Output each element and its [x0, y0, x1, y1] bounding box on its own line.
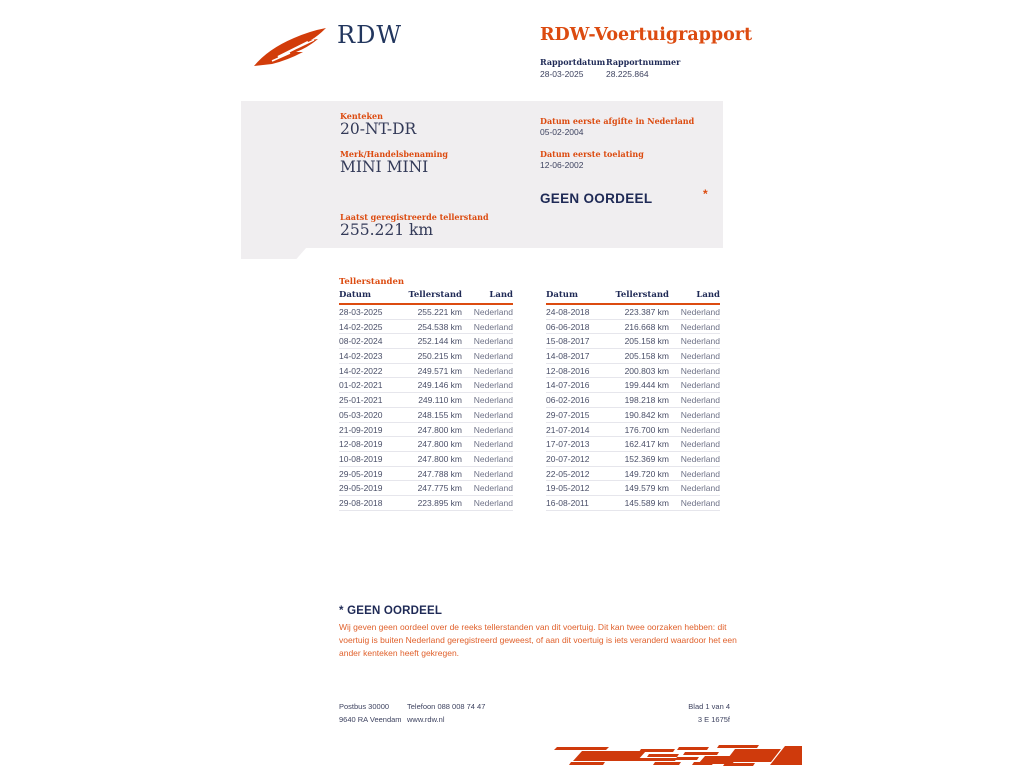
table-cell: 10-08-2019: [339, 453, 383, 464]
table-cell: Nederland: [680, 351, 720, 362]
table-row: [546, 481, 720, 496]
table-cell: 14-02-2023: [339, 351, 383, 362]
table-cell: 149.579 km: [624, 483, 669, 494]
table-cell: 29-05-2019: [339, 468, 383, 479]
table-row: [339, 467, 513, 482]
table-cell: Nederland: [473, 365, 513, 376]
table-row: [546, 437, 720, 452]
table-cell: Nederland: [473, 336, 513, 347]
table-cell: 254.538 km: [417, 321, 462, 332]
table-cell: Nederland: [473, 321, 513, 332]
table-row: [339, 334, 513, 349]
table-row: [339, 452, 513, 467]
table-cell: 255.221 km: [417, 307, 462, 317]
table-row: [339, 496, 513, 511]
table-cell: 250.215 km: [417, 351, 462, 362]
footer-address-line1: Postbus 30000: [339, 702, 390, 711]
eerste-toelating-label: Datum eerste toelating: [540, 149, 644, 159]
table-cell: 29-07-2015: [546, 409, 590, 420]
col-land: Land: [696, 290, 720, 300]
table-cell: 12-08-2016: [546, 365, 590, 376]
table-row: [339, 437, 513, 452]
table-row: [339, 393, 513, 408]
table-row: [546, 364, 720, 379]
col-datum: Datum: [546, 290, 578, 300]
report-date-value: 28-03-2025: [540, 69, 584, 79]
table-cell: 199.444 km: [624, 380, 669, 391]
table-cell: 176.700 km: [624, 424, 669, 435]
table-cell: 223.387 km: [624, 307, 669, 317]
table-cell: Nederland: [680, 307, 720, 317]
table-cell: 21-07-2014: [546, 424, 590, 435]
eerste-afgifte-label: Datum eerste afgifte in Nederland: [540, 116, 695, 126]
table-cell: 247.788 km: [417, 468, 462, 479]
footnote-asterisk: *: [339, 605, 344, 617]
table-cell: 29-08-2018: [339, 497, 383, 508]
table-row: [546, 423, 720, 438]
report-number-label: Rapportnummer: [606, 57, 681, 67]
table-row: [546, 452, 720, 467]
tellerstand-table-left: [339, 290, 513, 511]
footer-paging: [600, 700, 730, 726]
table-cell: 29-05-2019: [339, 483, 383, 494]
footer-form-code: 3 E 1675f: [697, 715, 730, 724]
table-cell: 28-03-2025: [339, 307, 383, 317]
table-cell: Nederland: [680, 497, 720, 508]
table-cell: 05-03-2020: [339, 409, 383, 420]
footer-address: [339, 700, 402, 726]
table-cell: 25-01-2021: [339, 395, 383, 406]
table-body: [339, 305, 513, 511]
table-row: [339, 481, 513, 496]
table-cell: 149.720 km: [624, 468, 669, 479]
table-cell: 249.110 km: [418, 395, 462, 406]
table-cell: 152.369 km: [624, 453, 669, 464]
table-row: [546, 393, 720, 408]
footer-phone: Telefoon 088 008 74 47: [407, 702, 486, 711]
table-row: [546, 349, 720, 364]
table-cell: 08-02-2024: [339, 336, 383, 347]
table-row: [339, 378, 513, 393]
verdict-asterisk: *: [703, 187, 708, 201]
table-cell: Nederland: [680, 468, 720, 479]
eerste-afgifte-value: 05-02-2004: [540, 127, 584, 137]
table-cell: 17-07-2013: [546, 439, 590, 450]
table-row: [546, 467, 720, 482]
table-cell: Nederland: [473, 351, 513, 362]
footnote-text: Wij geven geen oordeel over de reeks tellerstanden van dit voertuig. Dit kan twee oorzaken hebben: dit voertuig is buiten Nederland geregistreerd geweest, of aan dit voertuig is iets veranderd waardoor het een ander kenteken heeft gekregen.: [339, 622, 737, 659]
table-cell: Nederland: [680, 453, 720, 464]
table-cell: 22-05-2012: [546, 468, 590, 479]
footer-address-line2: 9640 RA Veendam: [339, 715, 402, 724]
table-cell: Nederland: [473, 424, 513, 435]
footer-contact: [407, 700, 485, 726]
table-cell: Nederland: [473, 483, 513, 494]
report-title: RDW-Voertuigrapport: [540, 25, 753, 45]
table-cell: Nederland: [473, 453, 513, 464]
col-datum: Datum: [339, 290, 371, 300]
col-tellerstand: Tellerstand: [615, 290, 669, 300]
table-cell: Nederland: [473, 468, 513, 479]
table-cell: Nederland: [680, 365, 720, 376]
table-cell: Nederland: [680, 336, 720, 347]
footnote-title: [339, 605, 442, 617]
rdw-logo-icon: [250, 26, 332, 70]
table-header: [339, 290, 513, 305]
footer-page-number: Blad 1 van 4: [688, 702, 730, 711]
table-cell: 14-07-2016: [546, 380, 590, 391]
table-cell: 06-06-2018: [546, 321, 590, 332]
table-row: [339, 320, 513, 335]
footer-website: www.rdw.nl: [407, 715, 445, 724]
kenteken-label: Kenteken: [340, 111, 383, 121]
table-cell: 216.668 km: [624, 321, 669, 332]
table-cell: Nederland: [680, 424, 720, 435]
rdw-speed-stripes-graphic: [542, 741, 802, 768]
table-cell: 21-09-2019: [339, 424, 383, 435]
table-body: [546, 305, 720, 511]
col-tellerstand: Tellerstand: [408, 290, 462, 300]
table-cell: 249.571 km: [417, 365, 462, 376]
laatste-tellerstand-label: Laatst geregistreerde tellerstand: [340, 212, 489, 222]
table-cell: 14-02-2025: [339, 321, 383, 332]
table-row: [339, 349, 513, 364]
table-cell: 247.800 km: [417, 453, 462, 464]
table-cell: Nederland: [680, 483, 720, 494]
table-cell: 248.155 km: [417, 409, 462, 420]
tellerstanden-heading: Tellerstanden: [339, 277, 405, 287]
table-row: [546, 305, 720, 320]
report-date-label: Rapportdatum: [540, 57, 606, 67]
table-cell: 24-08-2018: [546, 307, 590, 317]
table-cell: 252.144 km: [417, 336, 462, 347]
table-row: [339, 364, 513, 379]
merk-label: Merk/Handelsbenaming: [340, 149, 449, 159]
laatste-tellerstand-value: 255.221 km: [340, 221, 434, 239]
table-cell: 247.800 km: [417, 439, 462, 450]
merk-value: MINI MINI: [340, 158, 429, 176]
table-cell: 247.775 km: [417, 483, 462, 494]
rdw-wordmark: RDW: [337, 21, 402, 49]
table-row: [339, 423, 513, 438]
table-cell: 198.218 km: [624, 395, 669, 406]
table-cell: Nederland: [680, 439, 720, 450]
table-cell: Nederland: [473, 439, 513, 450]
col-land: Land: [489, 290, 513, 300]
table-cell: 19-05-2012: [546, 483, 590, 494]
table-cell: Nederland: [680, 409, 720, 420]
table-cell: 249.146 km: [417, 380, 462, 391]
verdict-text: GEEN OORDEEL: [540, 191, 653, 206]
table-cell: Nederland: [680, 321, 720, 332]
kenteken-value: 20-NT-DR: [340, 120, 417, 138]
table-header: [546, 290, 720, 305]
table-cell: 06-02-2016: [546, 395, 590, 406]
eerste-toelating-value: 12-06-2002: [540, 160, 584, 170]
table-cell: Nederland: [680, 380, 720, 391]
table-cell: Nederland: [473, 395, 513, 406]
table-row: [546, 334, 720, 349]
table-cell: 162.417 km: [624, 439, 669, 450]
table-cell: 190.842 km: [624, 409, 669, 420]
table-row: [339, 408, 513, 423]
table-cell: Nederland: [680, 395, 720, 406]
table-row: [546, 320, 720, 335]
tellerstand-table-right: [546, 290, 720, 511]
table-cell: 12-08-2019: [339, 439, 383, 450]
table-row: [546, 496, 720, 511]
table-cell: 01-02-2021: [339, 380, 383, 391]
table-cell: 200.803 km: [624, 365, 669, 376]
table-cell: 247.800 km: [417, 424, 462, 435]
table-row: [339, 305, 513, 320]
table-cell: Nederland: [473, 497, 513, 508]
table-cell: 14-08-2017: [546, 351, 590, 362]
report-number-value: 28.225.864: [606, 69, 649, 79]
table-cell: 145.589 km: [624, 497, 669, 508]
table-cell: Nederland: [473, 409, 513, 420]
table-cell: 15-08-2017: [546, 336, 590, 347]
table-row: [546, 378, 720, 393]
footnote-title-text: GEEN OORDEEL: [347, 605, 443, 617]
table-cell: 14-02-2022: [339, 365, 383, 376]
table-cell: 205.158 km: [624, 351, 669, 362]
table-cell: 223.895 km: [417, 497, 462, 508]
table-row: [546, 408, 720, 423]
table-cell: 16-08-2011: [546, 497, 589, 508]
table-cell: 20-07-2012: [546, 453, 590, 464]
table-cell: Nederland: [473, 307, 513, 317]
table-cell: 205.158 km: [624, 336, 669, 347]
table-cell: Nederland: [473, 380, 513, 391]
